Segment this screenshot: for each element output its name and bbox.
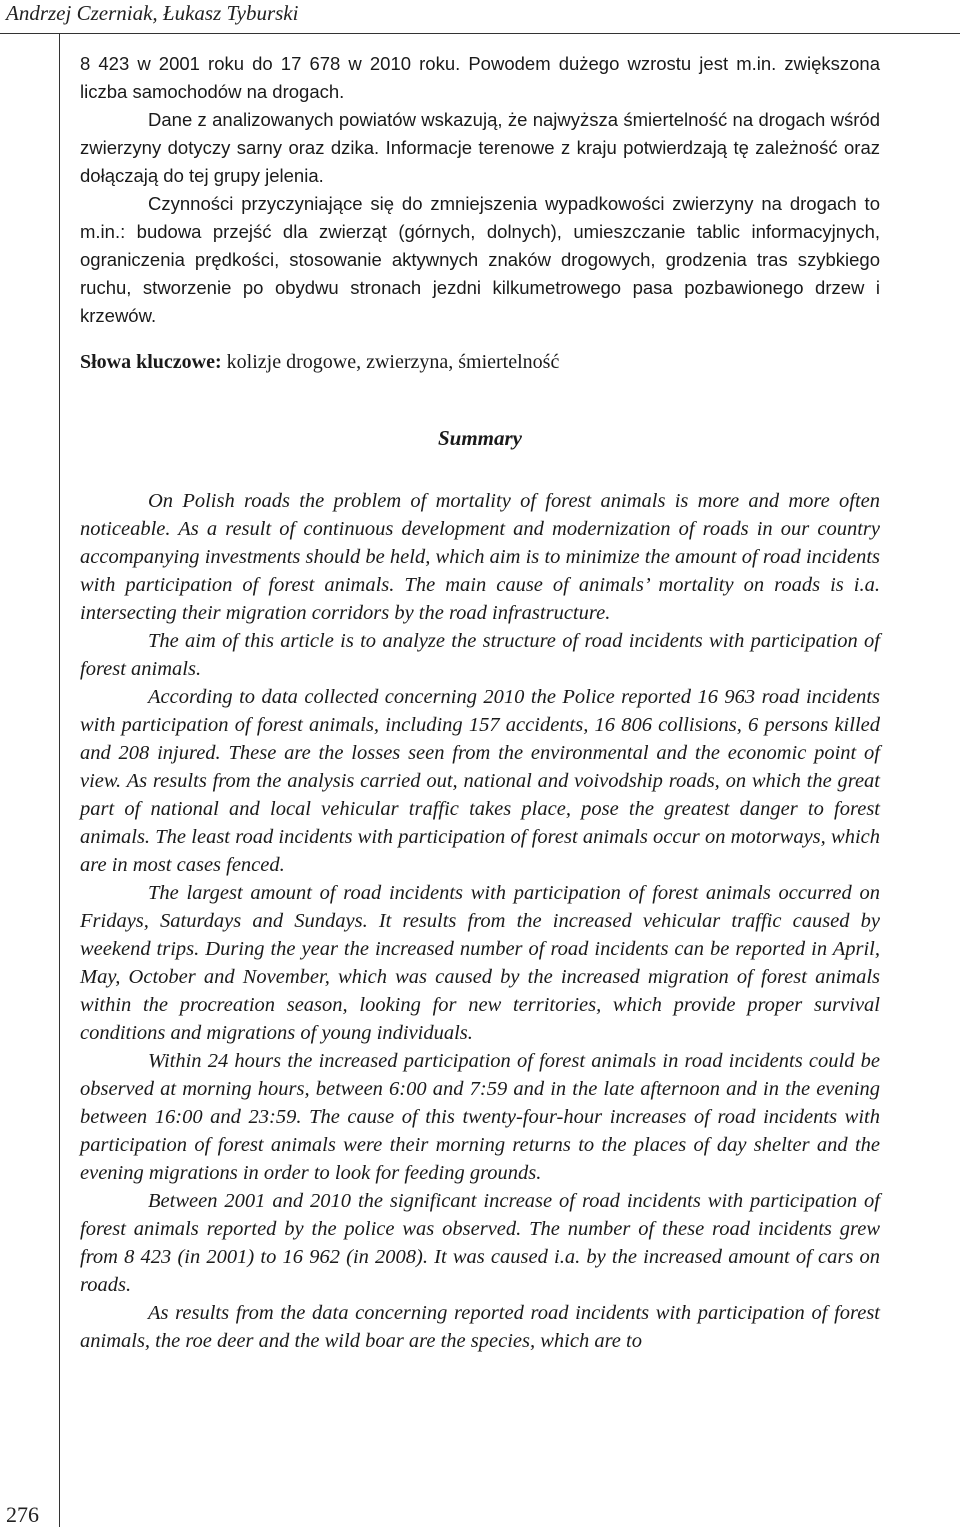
summary-paragraph: The aim of this article is to analyze the structure of road incidents with participation of forest animals.	[80, 630, 880, 680]
page-body	[80, 50, 880, 1355]
header-rule	[0, 33, 960, 34]
summary-paragraph: According to data collected concerning 2010 the Police reported 16 963 road incidents with participation of forest animals, including 157 accidents, 16 806 collisions, 6 persons killed and 208 injured. These are the losses seen from the environmental and the economic point of view. As results from the analysis carried out, national and voivodship roads, on which the great part of national and local vehicular traffic takes place, pose the greatest danger to forest animals. The least road incidents with participation of forest animals occur on motorways, which are in most cases fenced.	[80, 686, 880, 876]
summary-section	[80, 487, 880, 1355]
summary-paragraph: On Polish roads the problem of mortality of forest animals is more and more often noticeable. As a result of continuous development and modernization of roads in our country accompanying investments should be held, which aim is to minimize the amount of road incidents with participation of forest animals. The main cause of animals’ mortality on roads is i.a. intersecting their migration corridors by the road infrastructure.	[80, 490, 880, 624]
abstract-pl-paragraph: Dane z analizowanych powiatów wskazują, że najwyższa śmiertelność na drogach wśród zwierzyny dotyczy sarny oraz dzika. Informacje terenowe z kraju potwierdzają tę zależność oraz dołączają do tej grupy jelenia.	[80, 109, 880, 186]
margin-rule	[59, 33, 60, 1527]
abstract-pl-paragraph: Czynności przyczyniające się do zmniejszenia wypadkowości zwierzyny na drogach to m.in.: budowa przejść dla zwierząt (górnych, dolnych), umieszczanie tablic informacyjnych, ograniczenia prędkości, stosowanie aktywnych znaków drogowych, grodzenia tras szybkiego ruchu, stworzenie po obydwu stronach jezdni kilkumetrowego pasa pozbawionego drzew i krzewów.	[80, 193, 880, 326]
page-number: 276	[6, 1502, 39, 1527]
summary-paragraph: As results from the data concerning reported road incidents with participation of forest animals, the roe deer and the wild boar are the species, which are to	[80, 1302, 880, 1352]
keywords-label: Słowa kluczowe:	[80, 351, 222, 373]
keywords-line	[80, 348, 880, 376]
summary-paragraph: Within 24 hours the increased participation of forest animals in road incidents could be observed at morning hours, between 6:00 and 7:59 and in the late afternoon and in the evening between 16:00 and 23:59. The cause of this twenty-four-hour increases of road incidents with participation of forest animals were their morning returns to the places of day shelter and the evening migrations in order to look for feeding grounds.	[80, 1050, 880, 1184]
keywords-list: kolizje drogowe, zwierzyna, śmiertelność	[221, 351, 560, 373]
summary-heading: Summary	[437, 426, 523, 450]
summary-paragraph: Between 2001 and 2010 the significant increase of road incidents with participation of forest animals reported by the police was observed. The number of these road incidents grew from 8 423 (in 2001) to 16 962 (in 2008). It was caused i.a. by the increased amount of cars on roads.	[80, 1190, 880, 1296]
running-head-authors: Andrzej Czerniak, Łukasz Tyburski	[6, 1, 299, 25]
abstract-pl-paragraph: 8 423 w 2001 roku do 17 678 w 2010 roku. Powodem dużego wzrostu jest m.in. zwiększona liczba samochodów na drogach.	[80, 53, 880, 102]
summary-paragraph: The largest amount of road incidents with participation of forest animals occurred on Fridays, Saturdays and Sundays. It results from the increased vehicular traffic caused by weekend trips. During the year the increased number of road incidents can be reported in April, May, October and November, which was caused by the increased migration of forest animals within the procreation season, looking for new territories, which provide proper survival conditions and migrations of young individuals.	[80, 882, 880, 1044]
